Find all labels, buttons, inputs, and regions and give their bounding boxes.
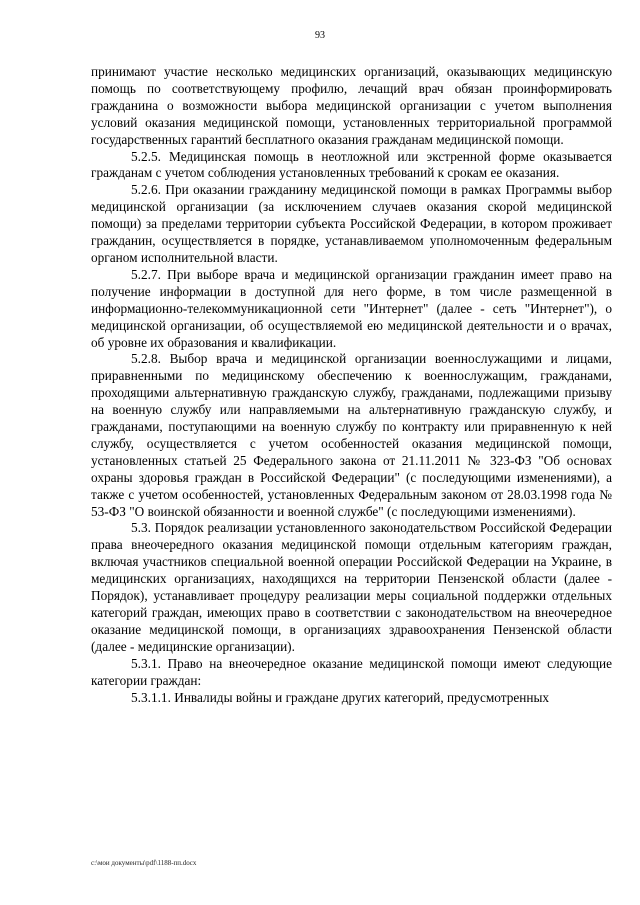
paragraph-5-2-7: 5.2.7. При выборе врача и медицинской организации гражданин имеет право на получение информации в доступной для него форме, в том числе размещенной в информационно-телекоммуникационной сети "Интернет" (далее - сеть "Интернет"), о медицинской организации, об осуществляемой ею медицинской деятельности и о врачах, об уровне их образования и квалификации. xyxy=(91,266,612,350)
paragraph-continuation: принимают участие несколько медицинских организаций, оказывающих медицинскую помощь по соответствующему профилю, лечащий врач обязан проинформировать гражданина о возможности выбора медицинской организации с учетом выполнения условий оказания медицинской помощи, установленных территориальной программой государственных гарантий бесплатного оказания гражданам медицинской помощи. xyxy=(91,64,612,147)
page-number: 93 xyxy=(315,30,325,41)
footer-file-path: c:\мои документы\pdf\1188-пп.docx xyxy=(91,859,197,867)
paragraph-5-3: 5.3. Порядок реализации установленного законодательством Российской Федерации права внеочередного оказания медицинской помощи отдельным категориям граждан, включая участников специальной военной операции Российской Федерации на Украине, в медицинских организациях, находящихся на территории Пензенской области (далее - Порядок), устанавливает процедуру реализации меры социальной поддержки отдельных категорий граждан, имеющих право в соответствии с законодательством на внеочередное оказание медицинской помощи, в организациях здравоохранения Пензенской области (далее - медицинские организации). xyxy=(91,520,612,654)
paragraph-5-3-1-1: 5.3.1.1. Инвалиды войны и граждане других категорий, предусмотренных xyxy=(131,689,550,705)
paragraph-5-3-1: 5.3.1. Право на внеочередное оказание медицинской помощи имеют следующие категории граждан: xyxy=(91,655,612,688)
paragraph-5-2-6: 5.2.6. При оказании гражданину медицинской помощи в рамках Программы выбор медицинской организации (за исключением случаев оказания скорой медицинской помощи) за пределами территории субъекта Российской Федерации, в котором проживает гражданин, осуществляется в порядке, устанавливаемом уполномоченным федеральным органом исполнительной власти. xyxy=(91,182,612,265)
document-body xyxy=(91,64,612,706)
paragraph-5-2-5: 5.2.5. Медицинская помощь в неотложной или экстренной форме оказывается гражданам с учетом соблюдения установленных требований к срокам ее оказания. xyxy=(91,148,612,181)
paragraph-5-2-8: 5.2.8. Выбор врача и медицинской организации военнослужащими и лицами, приравненными по медицинскому обеспечению к военнослужащим, гражданами, проходящими альтернативную гражданскую службу, гражданами, подлежащими призыву на военную службу или направляемыми на альтернативную гражданскую службу, и гражданами, поступающими на военную службу по контракту или приравненную к ней службу, осуществляется с учетом особенностей оказания медицинской помощи, установленных статьей 25 Федерального закона от 21.11.2011 № 323-ФЗ "Об основах охраны здоровья граждан в Российской Федерации" (с последующими изменениями), а также с учетом особенностей, установленных Федеральным законом от 28.03.1998 года № 53-ФЗ "О воинской обязанности и военной службе" (с последующими изменениями). xyxy=(91,351,612,519)
